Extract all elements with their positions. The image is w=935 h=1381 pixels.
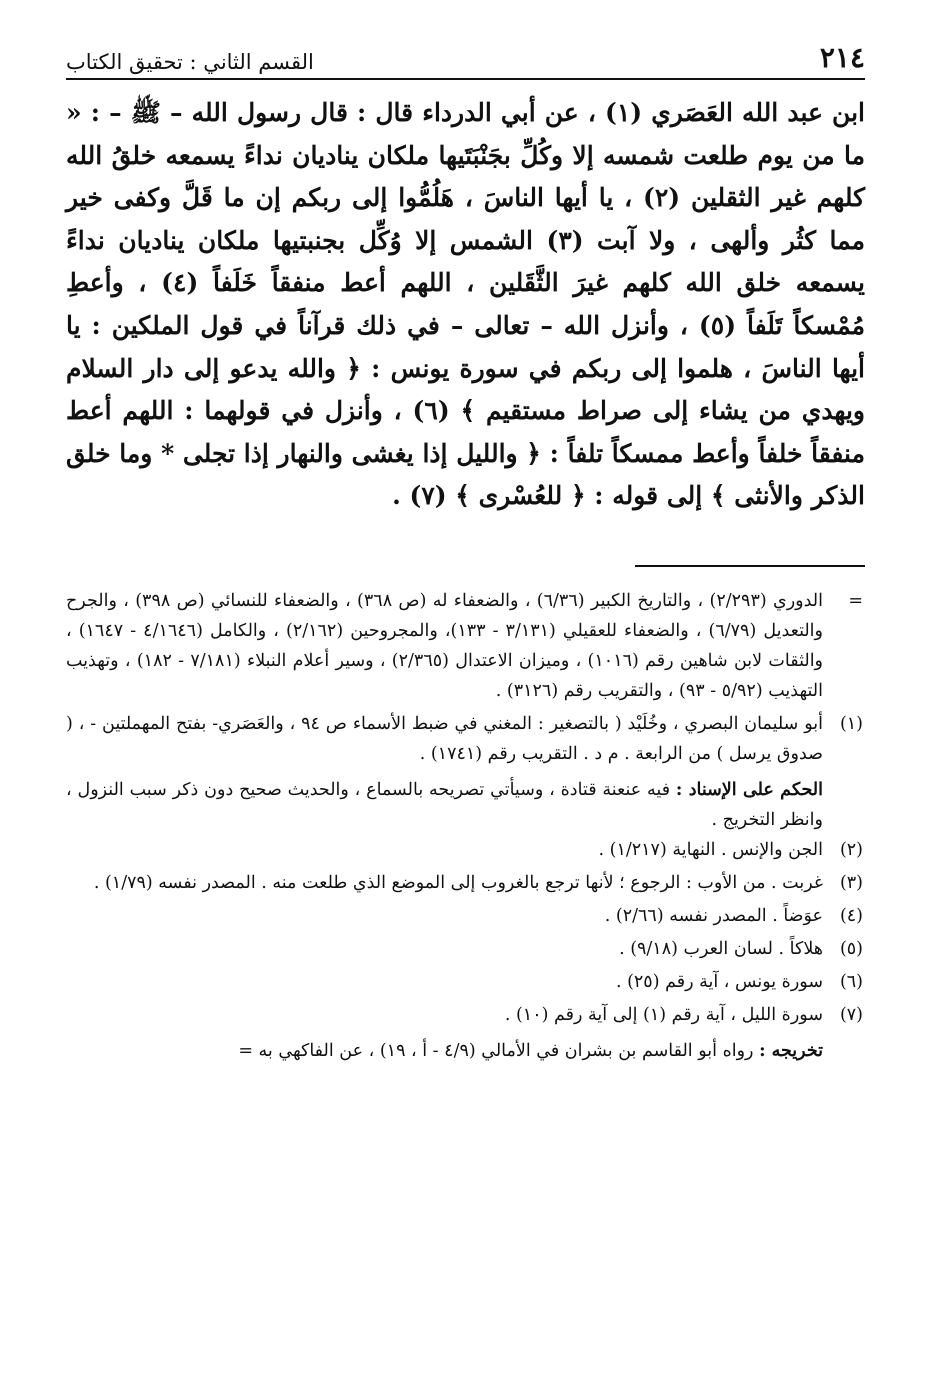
isnad-ruling <box>66 775 863 835</box>
takhrij-note <box>66 1036 863 1066</box>
footnote-mark: (٥) <box>839 939 863 959</box>
isnad-ruling-label: الحكم على الإسناد : <box>675 780 823 800</box>
footnote-text: سورة الليل ، آية رقم (١) إلى آية رقم (١٠) . <box>504 1005 823 1025</box>
footnote-mark <box>823 775 863 835</box>
footnote-text: الجن والإنس . النهاية (١/٢١٧) . <box>598 840 823 860</box>
footnote-3 <box>66 868 863 898</box>
page-number: ٢١٤ <box>819 41 865 74</box>
footnote-mark: (٣) <box>839 873 863 893</box>
footnote-4 <box>66 901 863 931</box>
page-header <box>66 38 865 80</box>
footnote-2 <box>66 835 863 865</box>
footnote-6 <box>66 967 863 997</box>
footnotes <box>66 586 863 1066</box>
footnote-mark: (٢) <box>839 840 863 860</box>
footnote-text: الدوري (٢/٢٩٣) ، والتاريخ الكبير (٦/٣٦) ، والضعفاء له (ص ٣٦٨) ، والضعفاء للنسائي (ص ٣٩٨) ، والجرح والتعديل (٦/٧٩) ، والضعفاء للعقيلي (٣/١٣١ - ١٣٣)، والمجروحين (٢/١٦٢) ، والكامل (٤/١٦٤٦ - ١٦٤٧) ، والثقات لابن شاهين رقم (١٠١٦) ، وميزان الاعتدال (٢/٣٦٥) ، وسير أعلام النبلاء (٧/١٨١ - ١٨٢) ، وتهذيب التهذيب (٥/٩٢ - ٩٣) ، والتقريب رقم (٣١٢٦) . <box>66 591 824 701</box>
footnote-7 <box>66 1000 863 1030</box>
footnote-mark: (٧) <box>839 1005 863 1025</box>
footnote-separator <box>635 565 865 567</box>
footnote-mark: (٤) <box>839 906 863 926</box>
footnote-text: عوَضاً . المصدر نفسه (٢/٦٦) . <box>604 906 823 926</box>
footnote-mark: (١) <box>839 714 863 734</box>
running-head: القسم الثاني : تحقيق الكتاب <box>66 50 314 74</box>
footnote-continuation <box>66 586 863 706</box>
main-text <box>66 92 865 518</box>
footnote-mark <box>823 1036 863 1066</box>
footnote-mark: = <box>848 591 863 611</box>
footnote-text: سورة يونس ، آية رقم (٢٥) . <box>615 972 823 992</box>
footnote-text: فيه عنعنة قتادة ، وسيأتي تصريحه بالسماع ، والحديث صحيح دون ذكر سبب النزول ، وانظر التخريج . <box>66 780 823 830</box>
footnote-mark: (٦) <box>839 972 863 992</box>
footnote-text: رواه أبو القاسم بن بشران في الأمالي (٤/٩ - أ ، ١٩) ، عن الفاكهي به = <box>238 1041 760 1061</box>
footnote-text: هلاكاً . لسان العرب (٩/١٨) . <box>619 939 823 959</box>
footnote-1 <box>66 709 863 769</box>
hadith-paragraph: ابن عبد الله العَصَري (١) ، عن أبي الدرداء قال : قال رسول الله – ﷺ – : « ما من يوم طلعت شمسه إلا وكُلِّ بجَنْبَتَيها ملكان يناديان نداءً يسمعه خلقُ الله كلهم غير الثقلين (٢) ، يا أيها الناسَ ، هَلُمُّوا إلى ربكم إن ما قَلَّ وكفى خير مما كثُر وألهى ، ولا آبت (٣) الشمس إلا وُكِّل بجنبتيها ملكان يناديان نداءً يسمعه خلق الله كلهم غيرَ الثَّقَلين ، اللهم أعط منفقاً خَلَفاً (٤) ، وأعطِ مُمْسكاً تَلَفاً (٥) ، وأنزل الله – تعالى – في ذلك قرآناً في قول الملكين : يا أيها الناسَ ، هلموا إلى ربكم في سورة يونس : ﴿ والله يدعو إلى دار السلام ويهدي من يشاء إلى صراط مستقيم ﴾ (٦) ، وأنزل في قولهما : اللهم أعط منفقاً خلفاً وأعط ممسكاً تلفاً : ﴿ والليل إذا يغشى والنهار إذا تجلى * وما خلق الذكر والأنثى ﴾ إلى قوله : ﴿ للعُسْرى ﴾ (٧) . <box>66 98 866 511</box>
footnote-5 <box>66 934 863 964</box>
takhrij-label: تخريجه : <box>759 1041 823 1061</box>
footnote-text: غربت . من الأوب : الرجوع ؛ لأنها ترجع بالغروب إلى الموضع الذي طلعت منه . المصدر نفسه (١/٧٩) . <box>93 873 823 893</box>
footnote-text: أبو سليمان البصري ، وخُلَيْد ( بالتصغير : المغني في ضبط الأسماء ص ٩٤ ، والعَصَري- بفتح المهملتين - ، ( صدوق يرسل ) من الرابعة . م د . التقريب رقم (١٧٤١) . <box>66 714 823 764</box>
